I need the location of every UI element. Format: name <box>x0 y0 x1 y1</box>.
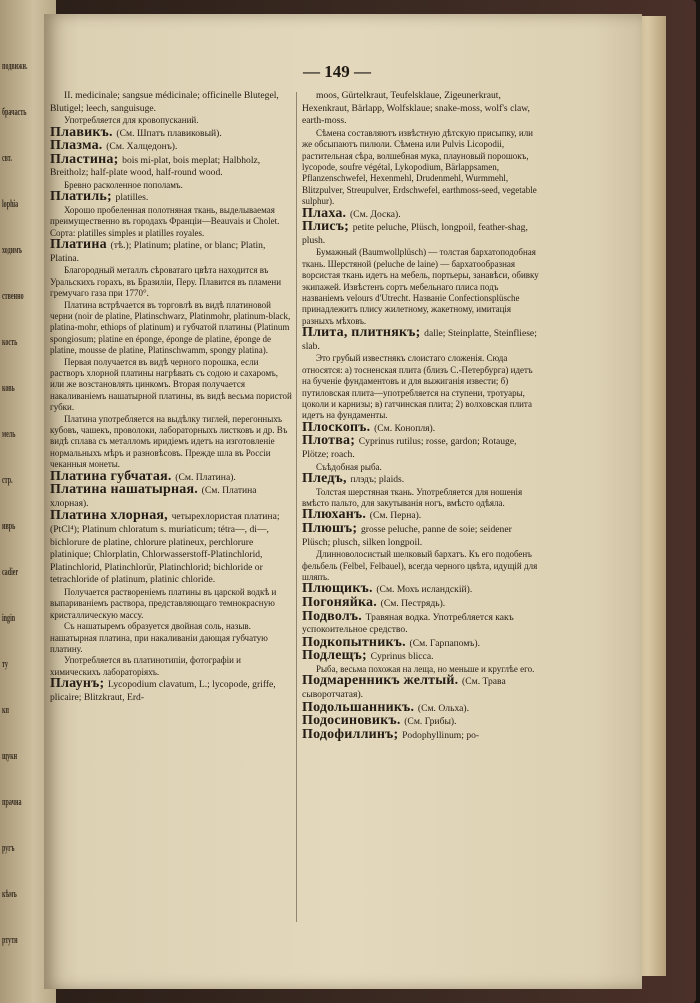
facing-page-word: lophia <box>2 198 19 210</box>
entry-description: Длинноволосистый шелковый бархатъ. Къ его подобенъ фельбель (Felbel, Felbauel), всегда черного цвѣта, идущій для шляпъ. <box>302 549 538 583</box>
dictionary-entry <box>302 90 540 128</box>
entry-definition: (См. Халцедонъ). <box>106 141 178 153</box>
entry-definition: (См. Доска). <box>349 208 401 220</box>
facing-page-word: прачна <box>2 796 22 808</box>
entry-description: Хорошо пробеленная полотняная ткань, выделываемая преимущественно въ городахъ Франціи—Beauvais и Cholet. Сорта: platilles simples и platilles royales. <box>50 204 280 238</box>
entry-definition: (См. Платина хлорная). <box>50 485 257 509</box>
entry-description: Платина встрѣчается въ торговлѣ въ видѣ платиновой черни (noir de platine, Platinschwarz, Platinmohr, platinum-black, platina-mohr, ethiops of platinum) и губчатой платины (Platinum spongiosum; platine en éponge, éponge de platine, éponge de platine, mousse de platine, Platinschwamm, spongy platina). <box>50 299 291 356</box>
facing-page-word: свт. <box>2 152 12 164</box>
entry-definition: Cyprinus rutilus; rosse, gardon; Rotauge, Plötze; roach. <box>302 436 517 461</box>
entry-description: Рыба, весьма похожая на леща, но меньше и круглѣе его. <box>316 664 535 675</box>
entry-definition: (См. Шпатъ плавиковый). <box>116 127 222 139</box>
entry-definition: dalle; Steinplatte, Steinfliese; slab. <box>302 328 537 352</box>
entry-definition: (См. Мохъ исландскій). <box>376 584 473 596</box>
right-column <box>302 90 540 742</box>
dictionary-entry <box>50 90 292 115</box>
entry-headword: Плюханъ. <box>302 507 370 523</box>
facing-page-word: иврь <box>2 520 16 532</box>
entry-description: Получается растворенiемъ платины въ царской водкѣ и выпариваніемъ раствора, представляющаго темнокрасную кристаллическую массу. <box>50 587 277 620</box>
entry-headword: Подкопытникъ. <box>302 634 410 650</box>
facing-page-word: ходимъ <box>2 244 22 256</box>
facing-page-word: ковь <box>2 382 15 394</box>
entry-headword: Платина <box>50 237 111 253</box>
entry-description: Съ нашатыремъ образуется двойная соль, назыв. нашатырная платина, при накаливаніи дающая губчатую платину. <box>50 621 268 655</box>
entry-headword: Платина губчатая. <box>50 468 176 484</box>
entry-description: Сѣмена составляютъ извѣстную дѣтскую присыпку, или же обсыпаютъ пилюли. Сѣмена или Pulvis Licopodii, растительная сѣра, волшебная мука, плауновый порошокъ, lycopode, soufre végétal, Lykopodium, Bärlappsamen, Pflanzenschwefel, Hexenmehl, Drudenmehl, Wurmmehl, Blitzpulver, Streupulver, Erdschwefel, earthmoss-seed, vegetable sulphur). <box>302 127 537 207</box>
facing-page-word: кѣмъ <box>2 888 17 900</box>
dictionary-entry <box>302 523 540 549</box>
entry-definition: (См. Перна). <box>369 510 422 522</box>
entry-headword: Подофиллинъ; <box>302 726 403 742</box>
left-column <box>50 90 292 704</box>
entry-headword: Платиль; <box>50 189 116 205</box>
entry-description: Первая получается въ видѣ черного порошка, если растворъ хлорной платины нагрѣвать съ содою и сахаромъ, или же возстановлять цинкомъ. Вторая получается накаливаніемъ нашатырной платины, въ видѣ весьма пористой губки. <box>50 356 292 413</box>
entry-definition: (См. Ольха). <box>417 702 469 714</box>
facing-page-word: брачасть <box>2 106 27 118</box>
entry-definition: (См. Пестрядь). <box>380 598 446 610</box>
entry-headword: Плисъ; <box>302 219 353 235</box>
dictionary-entry <box>302 726 540 743</box>
entry-definition: плэдъ; plaids. <box>350 474 405 486</box>
entry-definition: (См. Грибы). <box>404 716 457 728</box>
entry-definition: (См. Конопля). <box>374 422 436 434</box>
entry-headword: Подлещъ; <box>302 648 371 664</box>
entry-description: Бревно расколенное пополамъ. <box>64 179 183 190</box>
entry-headword: Плита, плитнякъ; <box>302 325 425 341</box>
entry-definition: (тѣ.); Platinum; platine, or blanc; Platin, Platina. <box>50 240 266 264</box>
entry-definition: Podophyllinum; po- <box>402 729 480 741</box>
facing-page-word: cadier <box>2 566 19 578</box>
dictionary-entry <box>302 675 540 701</box>
facing-page-word: щукн <box>2 750 18 762</box>
page-number: — 149 — <box>303 62 371 81</box>
book-page <box>44 14 642 989</box>
dictionary-entry <box>302 327 540 353</box>
entry-description: Платина употребляется на выдѣлку тиглей, перегонныхъ кубовъ, чашекъ, проволоки, лабораторныхъ листковъ и др. Въ видѣ сплава съ металломъ иридіемъ идетъ на изготовленіе нормальныхъ мѣръ и разновѣсовъ. Прежде шла въ Россіи чеканныя монеты. <box>50 413 288 470</box>
entry-definition: Cyprinus blicca. <box>370 651 434 663</box>
dictionary-entry <box>302 435 540 461</box>
entry-definition: (См. Трава сыворотчатая). <box>302 676 506 701</box>
entry-description: Употребляется для кровопусканий. <box>64 115 199 126</box>
entry-headword: Плазма. <box>50 138 107 154</box>
entry-description: Бумажный (Baumwollplüsch) — толстая бархатоподобная ткань. Шерстяной (peluche de laine) — бархатообразная ворсистая ткань идетъ на мебель, портьеры, занавѣси, обивку экипажей. Извѣстенъ сортъ мебельнаго плиса подъ названіемъ velours d'Utrecht. Названіе Confectionsplüsche принадлежитъ плису жилетному, жакетному, имитація разныхъ мѣховъ. <box>302 247 539 326</box>
entry-definition: bois mi-plat, bois meplat; Halbholz, Breitholz; half-plate wood, half-round wood. <box>50 154 261 179</box>
entry-headword: Плюшъ; <box>302 521 361 537</box>
facing-page-word: кп <box>2 704 9 716</box>
entry-definition: grosse peluche, panne de soie; seidener Plüsch; plusch, silken longpoil. <box>302 524 512 548</box>
entry-headword: Плющикъ. <box>302 581 377 597</box>
facing-page-word: кость <box>2 336 18 348</box>
dictionary-entry <box>50 484 292 510</box>
dictionary-entry <box>302 650 540 664</box>
entry-definition: Lycopodium clavatum, L.; lycopode, griffe, plicaire; Blitzkraut, Erd- <box>50 679 276 703</box>
entry-description: Съѣдобная рыба. <box>316 461 382 472</box>
facing-page-word: мель <box>2 428 16 440</box>
facing-page-word: ртутн <box>2 934 18 946</box>
facing-page-word: подвижн. <box>2 60 28 72</box>
entry-headword: Погоняйка. <box>302 595 381 611</box>
facing-page-word: ругъ <box>2 842 15 854</box>
entry-headword: Подмаренникъ желтый. <box>302 673 463 689</box>
entry-description: Благородный металлъ сѣроватаго цвѣта находится въ Уральскихъ горахъ, въ Бразиліи, Перу. Плавится въ пламени гремучаго газа при 1770°. <box>50 265 282 299</box>
entry-headword: Пластина; <box>50 151 123 167</box>
entry-description: Толстая шерстяная ткань. Употребляется для ношенія вмѣсто пальто, для закутыванія ногъ, вмѣсто одѣяла. <box>302 486 523 509</box>
entry-headword: Подольшанникъ. <box>302 699 418 715</box>
entry-definition: (См. Платина). <box>175 471 236 483</box>
entry-headword: Платина нашатырная. <box>50 482 202 498</box>
dictionary-entry <box>50 239 292 265</box>
entry-headword: Плаха. <box>302 205 350 221</box>
entry-headword: Плаунъ; <box>50 676 109 692</box>
dictionary-entry <box>50 678 292 704</box>
dictionary-entry <box>50 151 292 180</box>
entry-definition: четырехлористая платина; (PtCl⁴); Platinum chloratum s. muriaticum; tétra—, di—, bichlorure de platine, chlorure platineux, perchlorure platinique; Chlorplatin, Chlorwasserstoff-Platinchlorid, Platinchlorid, Platinchlorür, Platinchlorid; bichloride or tetrachloride of platinum, platinic chloride. <box>50 511 280 586</box>
entry-headword: Платина хлорная, <box>50 508 172 524</box>
entry-description: Употребляется въ платинотипіи, фотографіи и химическихъ лабораторіяхъ. <box>50 655 241 677</box>
entry-definition: platilles. <box>115 192 149 204</box>
entry-definition: petite peluche, Plüsch, longpoil, feather-shag, plush. <box>302 222 528 246</box>
entry-definition: Травяная водка. Употребляется какъ успокоительное средство. <box>302 611 514 636</box>
dictionary-entry <box>302 221 540 247</box>
entry-headword: Плотва; <box>302 433 359 449</box>
entry-definition: II. medicinale; sangsue médicinale; officinelle Blutegel, Blutigel; leech, sanguisuge. <box>50 90 279 114</box>
entry-headword: Подволъ. <box>302 608 366 624</box>
entry-headword: Пледъ, <box>302 471 351 487</box>
facing-page-word: ственно <box>2 290 24 302</box>
facing-page-word: стр. <box>2 474 13 486</box>
entry-definition: moos, Gürtelkraut, Teufelsklaue, Zigeunerkraut, Hexenkraut, Bärlapp, Wolfsklaue; snake-moss, wolf's claw, earth-moss. <box>302 90 530 127</box>
facing-page-word: ingin <box>2 612 16 624</box>
column-divider <box>296 92 297 922</box>
entry-headword: Плавикъ. <box>50 124 117 140</box>
entry-headword: Плоскопъ. <box>302 419 375 435</box>
dictionary-entry <box>50 191 292 205</box>
dictionary-entry <box>302 608 540 637</box>
entry-headword: Подосиновикъ. <box>302 713 405 729</box>
entry-definition: (См. Гарпапомъ). <box>409 637 480 649</box>
dictionary-entry <box>302 473 540 487</box>
facing-page-word: ту <box>2 658 8 670</box>
dictionary-entry <box>50 510 292 587</box>
entry-description: Это грубый известнякъ слоистаго сложенія. Сюда относятся: а) тосненская плита (близъ С.-Петербурга) идетъ на бученіе фундаментовъ и для выжиганія извести; б) путиловская плита—употребляется на ступени, тротуары, цоколи и карнизы; в) гатчинская плита; 2) волховская плита идетъ на фундаменты. <box>302 353 533 421</box>
